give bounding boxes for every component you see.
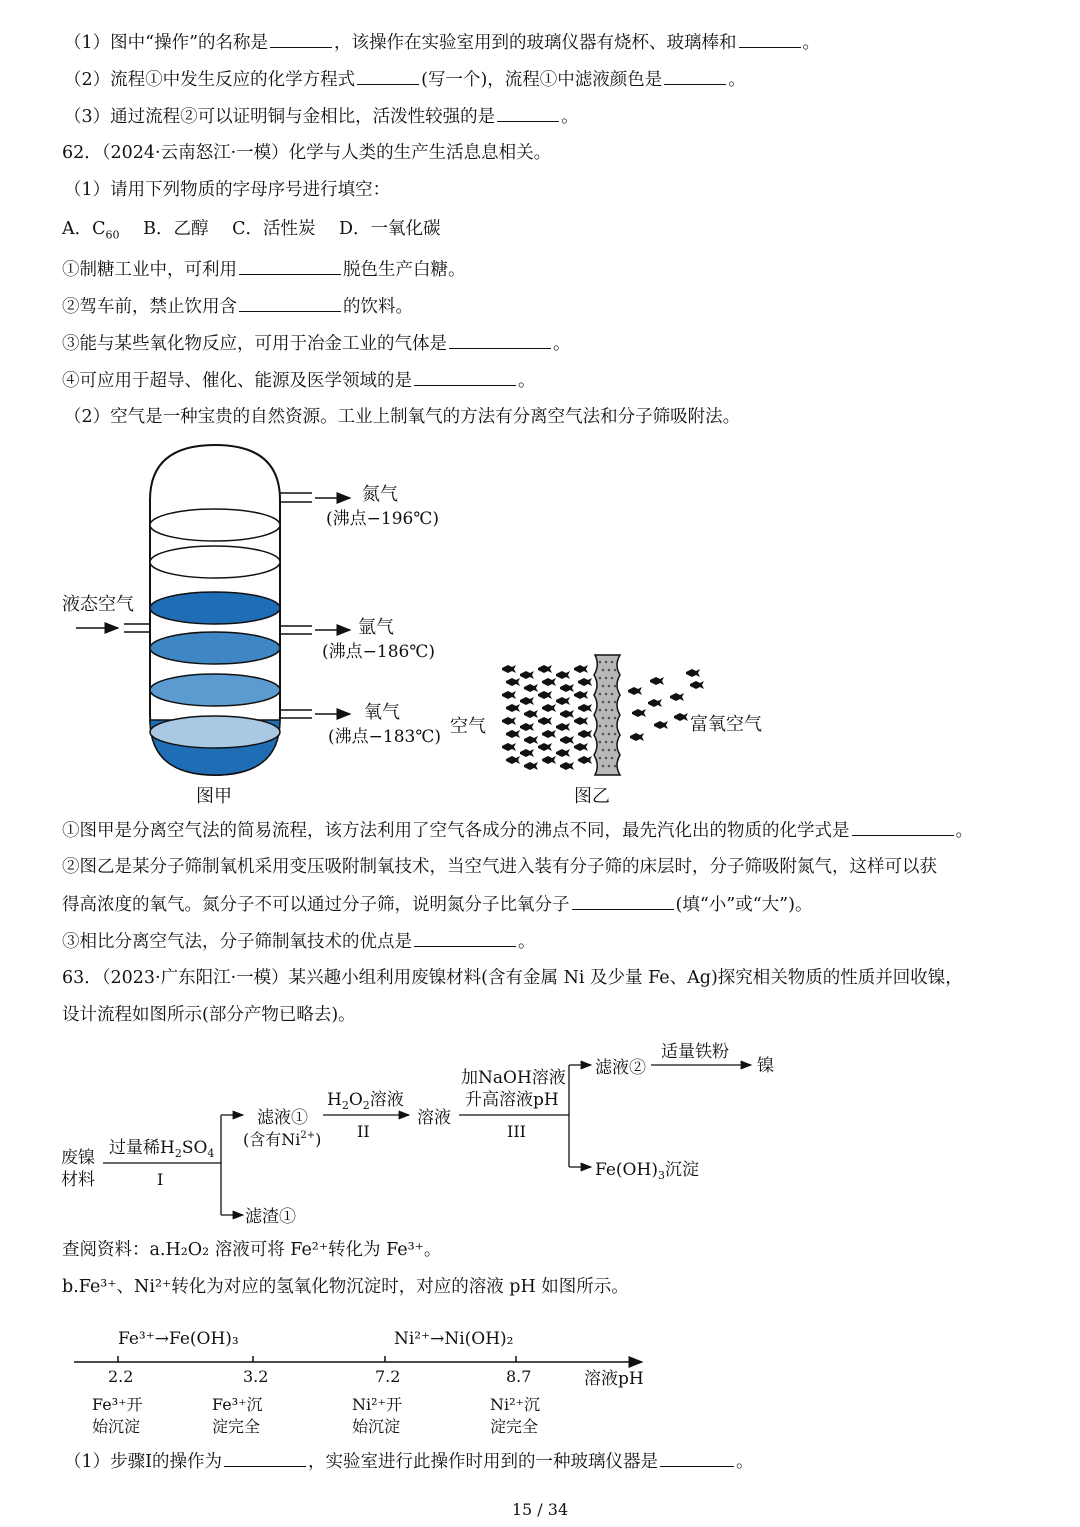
answer-blank[interactable] xyxy=(414,929,516,947)
molecule-icon xyxy=(502,717,516,725)
answer-blank[interactable] xyxy=(357,67,419,85)
molecule-icon xyxy=(524,684,538,692)
molecule-icon xyxy=(524,736,538,744)
q63-info-a: 查阅资料：a.H₂O₂ 溶液可将 Fe²⁺转化为 Fe³⁺。 xyxy=(62,1240,442,1260)
molecule-icon xyxy=(538,717,552,725)
enriched-air-label: 富氧空气 xyxy=(690,714,762,735)
molecule-icon xyxy=(520,671,534,679)
ph-tick-label: 3.2 xyxy=(243,1367,269,1386)
ph-axis-label: 溶液pH xyxy=(584,1369,644,1389)
q62-part-2b: 得高浓度的氧气。氮分子不可以通过分子筛，说明氮分子比氧分子 (填“小”或“大”)。 xyxy=(62,892,812,917)
air-molecules xyxy=(502,665,592,770)
q61-line-1: （1）图中“操作”的名称是 ，该操作在实验室用到的玻璃仪器有烧杯、玻璃棒和 。 xyxy=(64,30,820,55)
molecule-icon xyxy=(506,678,520,686)
answer-blank[interactable] xyxy=(739,30,801,48)
answer-blank[interactable] xyxy=(270,30,332,48)
answer-blank[interactable] xyxy=(449,331,551,349)
sieve-pore xyxy=(605,677,608,680)
answer-blank[interactable] xyxy=(239,257,341,275)
molecule-icon xyxy=(560,710,574,718)
sieve-pore xyxy=(614,685,617,688)
molecule-icon xyxy=(632,709,646,717)
tray-6 xyxy=(150,716,280,748)
molecular-sieve xyxy=(594,655,620,775)
ph-axis-figure xyxy=(60,1318,680,1448)
molecule-icon xyxy=(520,749,534,757)
molecule-icon xyxy=(506,756,520,764)
page-number: 15 / 34 xyxy=(511,1500,569,1519)
ph-desc: Ni²⁺开 xyxy=(352,1395,402,1414)
ph-tick-label: 2.2 xyxy=(108,1367,134,1386)
ph-desc: 淀完全 xyxy=(490,1417,539,1436)
sieve-pore xyxy=(614,669,617,672)
sieve-pore xyxy=(599,677,602,680)
filtrate2-label: 滤液② xyxy=(595,1058,646,1078)
air-separation-figure xyxy=(50,440,810,815)
sieve-pore xyxy=(605,757,608,760)
raw-material-label: 废镍 xyxy=(61,1148,95,1168)
molecule-icon xyxy=(542,730,556,738)
q61-line-3: （3）通过流程②可以证明铜与金相比，活泼性较强的是 。 xyxy=(64,104,579,129)
molecule-icon xyxy=(628,687,642,695)
molecule-icon xyxy=(520,697,534,705)
sieve-pore xyxy=(608,733,611,736)
molecule-icon xyxy=(556,697,570,705)
q62-item-1: ①制糖工业中，可利用 脱色生产白糖。 xyxy=(62,257,466,282)
molecule-icon xyxy=(654,721,668,729)
molecule-icon xyxy=(560,762,574,770)
sieve-pore xyxy=(602,717,605,720)
sieve-pore xyxy=(599,725,602,728)
sieve-pore xyxy=(611,757,614,760)
sieve-pore xyxy=(611,725,614,728)
q62-options: A．$C_{60}$ B．乙醇 C．活性炭 D．一氧化碳 xyxy=(62,219,441,242)
answer-blank[interactable] xyxy=(664,67,726,85)
sieve-pore xyxy=(605,709,608,712)
tray-3 xyxy=(150,592,280,624)
q62-item-4: ④可应用于超导、催化、能源及医学领域的是 。 xyxy=(62,368,536,393)
sieve-pore xyxy=(599,661,602,664)
molecule-icon xyxy=(650,677,664,685)
molecule-icon xyxy=(574,717,588,725)
argon-bp-label: (沸点−186℃) xyxy=(322,642,435,662)
molecule-icon xyxy=(670,693,684,701)
molecule-icon xyxy=(538,743,552,751)
sieve-pore xyxy=(599,693,602,696)
oxygen-label: 氧气 xyxy=(364,702,400,723)
sieve-pore xyxy=(611,677,614,680)
answer-blank[interactable] xyxy=(224,1449,306,1467)
answer-blank[interactable] xyxy=(660,1449,734,1467)
sieve-pore xyxy=(611,693,614,696)
sieve-pore xyxy=(605,661,608,664)
input-label: 液态空气 xyxy=(62,594,134,615)
sieve-pore xyxy=(599,709,602,712)
sieve-pore xyxy=(605,693,608,696)
figure-yi-caption: 图乙 xyxy=(574,786,610,807)
molecule-icon xyxy=(578,678,592,686)
ph-tick-label: 8.7 xyxy=(506,1367,532,1386)
molecule-icon xyxy=(556,671,570,679)
molecule-icon xyxy=(630,733,644,741)
tray-5 xyxy=(150,674,280,706)
sieve-pore xyxy=(608,717,611,720)
sieve-pore xyxy=(614,701,617,704)
sieve-pore xyxy=(614,717,617,720)
step2-reagent: $H_2O_2$溶液 xyxy=(327,1090,404,1112)
filtrate1-label: 滤液① xyxy=(257,1108,308,1128)
q63-question-1: （1）步骤I的操作为 ，实验室进行此操作时用到的一种玻璃仪器是 。 xyxy=(64,1449,754,1474)
sieve-pore xyxy=(614,749,617,752)
molecule-icon xyxy=(502,665,516,673)
molecule-icon xyxy=(502,691,516,699)
q62-sub2: （2）空气是一种宝贵的自然资源。工业上制氧气的方法有分离空气法和分子筛吸附法。 xyxy=(64,407,741,427)
molecule-icon xyxy=(686,669,700,677)
q61-line-2: （2）流程①中发生反应的化学方程式 (写一个)，流程①中滤液颜色是 。 xyxy=(64,67,746,92)
step1-reagent: 过量稀$H_2SO_4$ xyxy=(109,1138,215,1160)
tray-2 xyxy=(150,546,280,578)
ni-transition-label: Ni²⁺→Ni(OH)₂ xyxy=(394,1329,514,1349)
sieve-pore xyxy=(599,757,602,760)
molecule-icon xyxy=(690,681,704,689)
sieve-pore xyxy=(605,741,608,744)
molecule-icon xyxy=(542,704,556,712)
q62-part-2a: ②图乙是某分子筛制氧机采用变压吸附制氧技术，当空气进入装有分子筛的床层时，分子筛吸附氮气，这样可以获 xyxy=(62,857,937,877)
answer-blank[interactable] xyxy=(497,104,559,122)
step3-reagent-1: 加NaOH溶液 xyxy=(461,1068,566,1088)
q63-header-2: 设计流程如图所示(部分产物已略去)。 xyxy=(62,1005,356,1025)
solution-label: 溶液 xyxy=(417,1108,451,1128)
q62-part-1: ①图甲是分离空气法的简易流程，该方法利用了空气各成分的沸点不同，最先汽化出的物质的化学式是 。 xyxy=(62,818,973,843)
ph-desc: Fe³⁺开 xyxy=(92,1395,143,1414)
argon-label: 氩气 xyxy=(358,617,394,638)
sieve-pore xyxy=(602,685,605,688)
molecule-icon xyxy=(524,710,538,718)
q63-info-b: b.Fe³⁺、Ni²⁺转化为对应的氢氧化物沉淀时，对应的溶液 pH 如图所示。 xyxy=(62,1277,629,1297)
precipitate-label: $Fe(OH)_3$沉淀 xyxy=(595,1160,699,1182)
sieve-pore xyxy=(608,669,611,672)
sieve-pore xyxy=(602,765,605,768)
air-label: 空气 xyxy=(450,716,486,737)
molecule-icon xyxy=(538,691,552,699)
filtrate1-note: (含有$Ni^{2+}$) xyxy=(243,1130,322,1149)
sieve-pore xyxy=(614,765,617,768)
tray-4 xyxy=(150,632,280,664)
molecule-icon xyxy=(574,691,588,699)
sieve-pore xyxy=(602,749,605,752)
molecule-icon xyxy=(578,704,592,712)
nitrogen-bp-label: (沸点−196℃) xyxy=(326,509,439,529)
molecule-icon xyxy=(674,713,688,721)
ph-desc: Ni²⁺沉 xyxy=(490,1395,540,1414)
step3-number: III xyxy=(507,1122,526,1141)
sieve-pore xyxy=(611,741,614,744)
tray-1 xyxy=(150,509,280,541)
q63-header-1: 63．（2023·广东阳江·一模）某兴趣小组利用废镍材料(含有金属 Ni 及少量 Fe、Ag)探究相关物质的性质并回收镍， xyxy=(62,968,963,988)
ph-desc: 淀完全 xyxy=(212,1417,261,1436)
sieve-pore xyxy=(602,701,605,704)
sieve-pore xyxy=(602,733,605,736)
molecule-icon xyxy=(560,684,574,692)
molecule-icon xyxy=(502,743,516,751)
q62-header: 62．（2024·云南怒江·一模）化学与人类的生产生活息息相关。 xyxy=(62,143,552,163)
sieve-pore xyxy=(605,725,608,728)
sieve-pore xyxy=(608,749,611,752)
answer-blank[interactable] xyxy=(852,818,954,836)
molecule-icon xyxy=(556,723,570,731)
residue1-label: 滤渣① xyxy=(245,1207,296,1227)
molecule-icon xyxy=(574,743,588,751)
nickel-recovery-flow xyxy=(55,1035,815,1235)
q62-item-2: ②驾车前，禁止饮用含 的饮料。 xyxy=(62,294,413,319)
molecule-icon xyxy=(556,749,570,757)
ph-desc: 始沉淀 xyxy=(352,1417,401,1436)
molecule-icon xyxy=(520,723,534,731)
oxygen-bp-label: (沸点−183℃) xyxy=(328,727,441,747)
molecule-icon xyxy=(578,730,592,738)
step1-number: I xyxy=(157,1170,164,1189)
molecule-icon xyxy=(560,736,574,744)
iron-powder-label: 适量铁粉 xyxy=(661,1042,729,1062)
sieve-pore xyxy=(599,741,602,744)
ph-desc: Fe³⁺沉 xyxy=(212,1395,263,1414)
fe-transition-label: Fe³⁺→Fe(OH)₃ xyxy=(118,1329,239,1349)
molecule-icon xyxy=(648,699,662,707)
answer-blank[interactable] xyxy=(239,294,341,312)
raw-material-label-2: 材料 xyxy=(61,1170,95,1190)
sieve-pore xyxy=(611,709,614,712)
molecule-icon xyxy=(524,762,538,770)
answer-blank[interactable] xyxy=(414,368,516,386)
sieve-pore xyxy=(608,685,611,688)
q62-sub1: （1）请用下列物质的字母序号进行填空： xyxy=(64,180,391,200)
molecule-icon xyxy=(506,730,520,738)
sieve-pore xyxy=(608,765,611,768)
ph-desc: 始沉淀 xyxy=(92,1417,141,1436)
answer-blank[interactable] xyxy=(572,892,674,910)
molecule-icon xyxy=(506,704,520,712)
step2-number: II xyxy=(357,1122,370,1141)
step3-reagent-2: 升高溶液pH xyxy=(465,1090,559,1110)
q62-part-3: ③相比分离空气法，分子筛制氧技术的优点是 。 xyxy=(62,929,536,954)
ph-tick-label: 7.2 xyxy=(375,1367,401,1386)
figure-jia-caption: 图甲 xyxy=(196,786,232,807)
sieve-pore xyxy=(614,733,617,736)
nitrogen-label: 氮气 xyxy=(362,484,398,505)
sieve-pore xyxy=(602,669,605,672)
nickel-label: 镍 xyxy=(757,1056,774,1076)
molecule-icon xyxy=(542,756,556,764)
sieve-pore xyxy=(611,661,614,664)
sieve-pore xyxy=(608,701,611,704)
q62-item-3: ③能与某些氧化物反应，可用于冶金工业的气体是 。 xyxy=(62,331,571,356)
molecule-icon xyxy=(542,678,556,686)
molecule-icon xyxy=(538,665,552,673)
molecule-icon xyxy=(578,756,592,764)
molecule-icon xyxy=(574,665,588,673)
